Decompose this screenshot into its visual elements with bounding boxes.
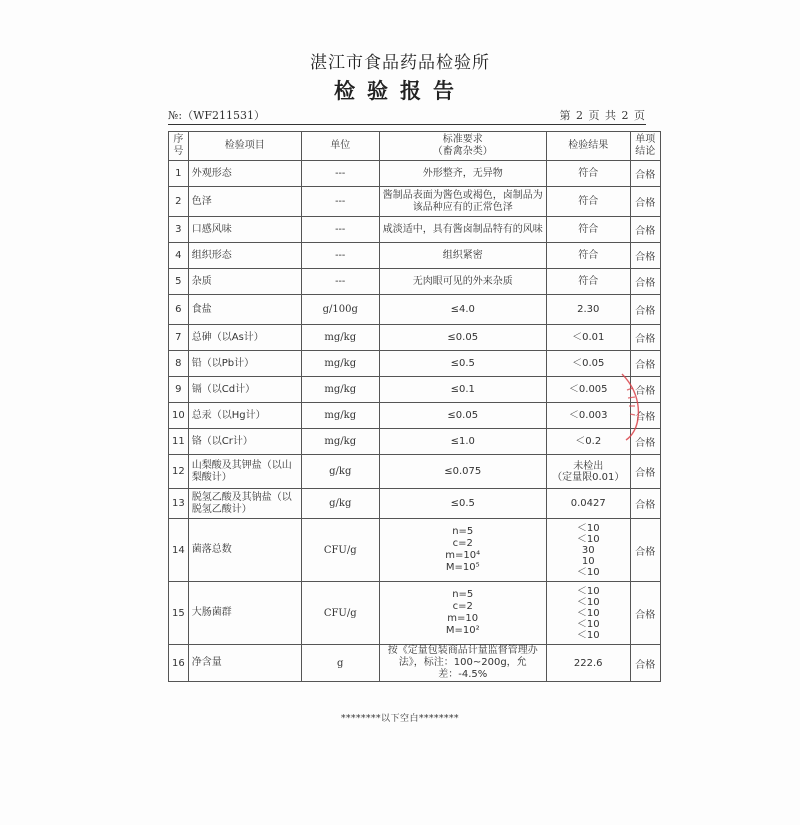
table-row bbox=[169, 582, 661, 645]
row-unit: CFU/g bbox=[301, 519, 379, 582]
row-item: 净含量 bbox=[188, 645, 301, 682]
row-standard: ≤0.05 bbox=[379, 403, 546, 429]
row-standard: 无肉眼可见的外来杂质 bbox=[379, 269, 546, 295]
row-result: 222.6 bbox=[546, 645, 630, 682]
table-row bbox=[169, 645, 661, 682]
row-seq: 1 bbox=[169, 161, 189, 187]
report-title: 检验报告 bbox=[334, 78, 466, 103]
row-standard: 酱制品表面为酱色或褐色，卤制品为该品种应有的正常色泽 bbox=[379, 187, 546, 217]
row-unit: mg/kg bbox=[301, 377, 379, 403]
row-standard: 组织紧密 bbox=[379, 243, 546, 269]
row-item: 铅（以Pb计） bbox=[188, 351, 301, 377]
table-header-row bbox=[169, 132, 661, 161]
row-item: 菌落总数 bbox=[188, 519, 301, 582]
row-unit: --- bbox=[301, 187, 379, 217]
table-row bbox=[169, 325, 661, 351]
row-standard: 外形整齐，无异物 bbox=[379, 161, 546, 187]
row-seq: 3 bbox=[169, 217, 189, 243]
row-standard: ≤0.5 bbox=[379, 489, 546, 519]
row-item: 镉（以Cd计） bbox=[188, 377, 301, 403]
row-seq: 7 bbox=[169, 325, 189, 351]
header-unit: 单位 bbox=[301, 132, 379, 161]
row-item: 杂质 bbox=[188, 269, 301, 295]
row-unit: g/kg bbox=[301, 489, 379, 519]
row-result: 符合 bbox=[546, 269, 630, 295]
row-unit: CFU/g bbox=[301, 582, 379, 645]
row-unit: --- bbox=[301, 269, 379, 295]
row-seq: 12 bbox=[169, 455, 189, 489]
row-conclusion: 合格 bbox=[630, 295, 660, 325]
row-result: ＜0.05 bbox=[546, 351, 630, 377]
row-item: 山梨酸及其钾盐（以山梨酸计） bbox=[188, 455, 301, 489]
row-result: ＜0.003 bbox=[546, 403, 630, 429]
row-result: 未检出 （定量限0.01） bbox=[546, 455, 630, 489]
row-conclusion: 合格 bbox=[630, 217, 660, 243]
row-conclusion: 合格 bbox=[630, 489, 660, 519]
table-row bbox=[169, 187, 661, 217]
row-conclusion: 合格 bbox=[630, 325, 660, 351]
row-conclusion: 合格 bbox=[630, 645, 660, 682]
official-seal-stamp bbox=[618, 372, 648, 442]
row-result: ＜10 ＜10 30 10 ＜10 bbox=[546, 519, 630, 582]
row-item: 外观形态 bbox=[188, 161, 301, 187]
row-unit: --- bbox=[301, 217, 379, 243]
table-row bbox=[169, 489, 661, 519]
table-row bbox=[169, 403, 661, 429]
row-seq: 2 bbox=[169, 187, 189, 217]
institution-name: 湛江市食品药品检验所 bbox=[310, 53, 490, 73]
row-item: 组织形态 bbox=[188, 243, 301, 269]
report-meta bbox=[168, 107, 646, 121]
table-row bbox=[169, 519, 661, 582]
row-standard: ≤0.5 bbox=[379, 351, 546, 377]
table-row bbox=[169, 455, 661, 489]
row-unit: mg/kg bbox=[301, 325, 379, 351]
row-unit: mg/kg bbox=[301, 403, 379, 429]
header-rule bbox=[168, 124, 646, 125]
row-item: 色泽 bbox=[188, 187, 301, 217]
table-row bbox=[169, 269, 661, 295]
row-conclusion: 合格 bbox=[630, 377, 660, 403]
row-item: 口感风味 bbox=[188, 217, 301, 243]
row-result: 符合 bbox=[546, 161, 630, 187]
row-seq: 14 bbox=[169, 519, 189, 582]
header-seq: 序号 bbox=[169, 132, 189, 161]
row-seq: 11 bbox=[169, 429, 189, 455]
row-unit: g/kg bbox=[301, 455, 379, 489]
row-conclusion: 合格 bbox=[630, 519, 660, 582]
row-seq: 8 bbox=[169, 351, 189, 377]
row-conclusion: 合格 bbox=[630, 429, 660, 455]
row-result: 符合 bbox=[546, 187, 630, 217]
row-seq: 6 bbox=[169, 295, 189, 325]
row-unit: --- bbox=[301, 243, 379, 269]
row-result: ＜0.01 bbox=[546, 325, 630, 351]
page-indicator: 第 2 页 共 2 页 bbox=[559, 109, 646, 122]
header-result: 检验结果 bbox=[546, 132, 630, 161]
table-row bbox=[169, 295, 661, 325]
table-row bbox=[169, 217, 661, 243]
row-conclusion: 合格 bbox=[630, 455, 660, 489]
table-row bbox=[169, 243, 661, 269]
row-standard: 按《定量包装商品计量监督管理办法》，标注：100~200g，允差：-4.5% bbox=[379, 645, 546, 682]
row-item: 脱氢乙酸及其钠盐（以脱氢乙酸计） bbox=[188, 489, 301, 519]
row-result: ＜0.2 bbox=[546, 429, 630, 455]
table-row bbox=[169, 351, 661, 377]
report-number: №:（WF211531） bbox=[168, 109, 266, 122]
row-result: 符合 bbox=[546, 243, 630, 269]
row-standard: n=5 c=2 m=10⁴ M=10⁵ bbox=[379, 519, 546, 582]
row-conclusion: 合格 bbox=[630, 187, 660, 217]
row-item: 总汞（以Hg计） bbox=[188, 403, 301, 429]
row-conclusion: 合格 bbox=[630, 161, 660, 187]
table-row bbox=[169, 161, 661, 187]
row-standard: ≤4.0 bbox=[379, 295, 546, 325]
row-item: 总砷（以As计） bbox=[188, 325, 301, 351]
row-standard: ≤0.075 bbox=[379, 455, 546, 489]
inspection-table bbox=[168, 131, 661, 682]
row-seq: 15 bbox=[169, 582, 189, 645]
row-conclusion: 合格 bbox=[630, 269, 660, 295]
row-seq: 10 bbox=[169, 403, 189, 429]
row-item: 食盐 bbox=[188, 295, 301, 325]
header-standard: 标准要求 （畜禽杂类） bbox=[379, 132, 546, 161]
blank-below-note: ********以下空白******** bbox=[340, 714, 459, 724]
row-unit: g/100g bbox=[301, 295, 379, 325]
row-standard: 咸淡适中，具有酱卤制品特有的风味 bbox=[379, 217, 546, 243]
row-unit: --- bbox=[301, 161, 379, 187]
header-conclusion: 单项 结论 bbox=[630, 132, 660, 161]
row-result: 2.30 bbox=[546, 295, 630, 325]
table-row bbox=[169, 377, 661, 403]
row-standard: ≤0.1 bbox=[379, 377, 546, 403]
row-conclusion: 合格 bbox=[630, 403, 660, 429]
row-result: ＜0.005 bbox=[546, 377, 630, 403]
row-seq: 16 bbox=[169, 645, 189, 682]
row-result: 符合 bbox=[546, 217, 630, 243]
row-standard: ≤1.0 bbox=[379, 429, 546, 455]
row-standard: ≤0.05 bbox=[379, 325, 546, 351]
row-seq: 9 bbox=[169, 377, 189, 403]
header-item: 检验项目 bbox=[188, 132, 301, 161]
table-row bbox=[169, 429, 661, 455]
row-seq: 13 bbox=[169, 489, 189, 519]
row-item: 大肠菌群 bbox=[188, 582, 301, 645]
row-standard: n=5 c=2 m=10 M=10² bbox=[379, 582, 546, 645]
row-seq: 4 bbox=[169, 243, 189, 269]
row-result: 0.0427 bbox=[546, 489, 630, 519]
row-conclusion: 合格 bbox=[630, 351, 660, 377]
row-conclusion: 合格 bbox=[630, 243, 660, 269]
row-conclusion: 合格 bbox=[630, 582, 660, 645]
row-unit: mg/kg bbox=[301, 429, 379, 455]
row-unit: g bbox=[301, 645, 379, 682]
row-item: 铬（以Cr计） bbox=[188, 429, 301, 455]
row-result: ＜10 ＜10 ＜10 ＜10 ＜10 bbox=[546, 582, 630, 645]
row-seq: 5 bbox=[169, 269, 189, 295]
row-unit: mg/kg bbox=[301, 351, 379, 377]
